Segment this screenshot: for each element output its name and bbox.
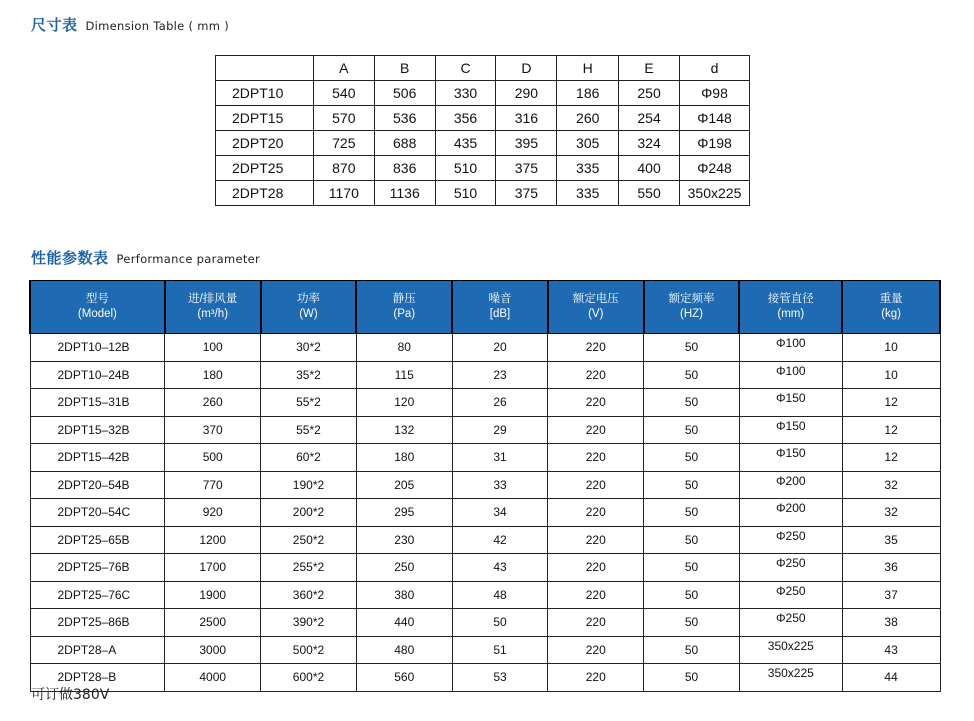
table-cell: 1136 bbox=[374, 181, 435, 206]
table-cell: 220 bbox=[548, 389, 644, 417]
column-header-unit: (m³/h) bbox=[197, 308, 229, 320]
table-cell: 220 bbox=[548, 471, 644, 499]
model-cell: 2DPT28–A bbox=[30, 636, 165, 664]
table-row bbox=[216, 106, 750, 131]
table-row bbox=[30, 361, 940, 389]
column-header: B bbox=[374, 56, 435, 81]
table-cell: 55*2 bbox=[261, 389, 357, 417]
model-cell: 2DPT20 bbox=[216, 131, 314, 156]
column-header-unit: (V) bbox=[588, 308, 604, 320]
table-cell: 220 bbox=[548, 526, 644, 554]
table-cell: 43 bbox=[452, 554, 548, 582]
table-cell: 132 bbox=[356, 416, 452, 444]
dimension-header-row bbox=[216, 56, 750, 81]
table-cell: 350x225 bbox=[739, 664, 842, 692]
model-cell: 2DPT15–31B bbox=[30, 389, 165, 417]
table-cell: 220 bbox=[548, 581, 644, 609]
table-cell: 200*2 bbox=[261, 499, 357, 527]
table-cell: 600*2 bbox=[261, 664, 357, 692]
table-row bbox=[30, 581, 940, 609]
table-row bbox=[30, 609, 940, 637]
column-header-cn: 功率 bbox=[296, 293, 320, 305]
table-cell: 205 bbox=[356, 471, 452, 499]
table-cell: Φ98 bbox=[680, 81, 750, 106]
table-cell: 50 bbox=[644, 581, 740, 609]
column-header bbox=[739, 281, 842, 334]
table-cell: 440 bbox=[356, 609, 452, 637]
table-cell: 390*2 bbox=[261, 609, 357, 637]
table-cell: 920 bbox=[165, 499, 261, 527]
table-row bbox=[216, 156, 750, 181]
table-cell: 115 bbox=[356, 361, 452, 389]
table-cell: 120 bbox=[356, 389, 452, 417]
table-cell: 42 bbox=[452, 526, 548, 554]
table-cell: 80 bbox=[356, 334, 452, 362]
table-cell: 12 bbox=[842, 416, 940, 444]
table-cell: 30*2 bbox=[261, 334, 357, 362]
table-cell: 50 bbox=[644, 664, 740, 692]
table-cell: 375 bbox=[496, 181, 557, 206]
model-cell: 2DPT25 bbox=[216, 156, 314, 181]
table-row bbox=[216, 81, 750, 106]
performance-table bbox=[29, 280, 941, 692]
column-header bbox=[261, 281, 357, 334]
table-cell: 23 bbox=[452, 361, 548, 389]
model-cell: 2DPT10 bbox=[216, 81, 314, 106]
table-cell: 180 bbox=[165, 361, 261, 389]
table-cell: 220 bbox=[548, 499, 644, 527]
table-cell: 250 bbox=[356, 554, 452, 582]
table-cell: 35*2 bbox=[261, 361, 357, 389]
table-cell: 3000 bbox=[165, 636, 261, 664]
performance-table-title bbox=[31, 247, 260, 268]
table-cell: 29 bbox=[452, 416, 548, 444]
table-cell: 536 bbox=[374, 106, 435, 131]
table-cell: 36 bbox=[842, 554, 940, 582]
model-cell: 2DPT15–42B bbox=[30, 444, 165, 472]
table-cell: 51 bbox=[452, 636, 548, 664]
table-cell: 35 bbox=[842, 526, 940, 554]
table-cell: 324 bbox=[619, 131, 680, 156]
performance-header-row bbox=[30, 281, 940, 334]
performance-title-en: Performance parameter bbox=[116, 252, 261, 266]
table-cell: 50 bbox=[644, 416, 740, 444]
table-cell: 335 bbox=[557, 156, 619, 181]
table-cell: 506 bbox=[374, 81, 435, 106]
table-cell: 290 bbox=[496, 81, 557, 106]
column-header-cn: 噪音 bbox=[488, 293, 512, 305]
table-cell: Φ250 bbox=[739, 609, 842, 637]
table-cell: 550 bbox=[619, 181, 680, 206]
table-cell: 220 bbox=[548, 361, 644, 389]
table-row bbox=[216, 131, 750, 156]
table-cell: 190*2 bbox=[261, 471, 357, 499]
column-header-cn: 重量 bbox=[879, 293, 903, 305]
model-cell: 2DPT20–54B bbox=[30, 471, 165, 499]
table-cell: 2500 bbox=[165, 609, 261, 637]
table-cell: 10 bbox=[842, 334, 940, 362]
table-cell: 100 bbox=[165, 334, 261, 362]
table-cell: 38 bbox=[842, 609, 940, 637]
table-cell: 220 bbox=[548, 609, 644, 637]
table-row bbox=[30, 444, 940, 472]
table-cell: 260 bbox=[165, 389, 261, 417]
table-cell: 500 bbox=[165, 444, 261, 472]
table-cell: 48 bbox=[452, 581, 548, 609]
column-header bbox=[30, 281, 165, 334]
table-cell: 1700 bbox=[165, 554, 261, 582]
table-cell: 570 bbox=[313, 106, 374, 131]
model-cell: 2DPT28–B bbox=[30, 664, 165, 692]
table-cell: 725 bbox=[313, 131, 374, 156]
model-cell: 2DPT15 bbox=[216, 106, 314, 131]
table-cell: 260 bbox=[557, 106, 619, 131]
table-cell: 12 bbox=[842, 444, 940, 472]
column-header: H bbox=[557, 56, 619, 81]
table-cell: 255*2 bbox=[261, 554, 357, 582]
table-cell: 50 bbox=[644, 499, 740, 527]
column-header: D bbox=[496, 56, 557, 81]
table-cell: Φ250 bbox=[739, 526, 842, 554]
column-header-unit: (W) bbox=[299, 308, 318, 320]
column-header-cn: 进/排风量 bbox=[188, 293, 238, 305]
table-row bbox=[30, 416, 940, 444]
column-header-unit: (HZ) bbox=[680, 308, 703, 320]
table-cell: 1170 bbox=[313, 181, 374, 206]
table-cell: 37 bbox=[842, 581, 940, 609]
column-header-cn: 额定频率 bbox=[668, 293, 715, 305]
column-header: C bbox=[435, 56, 496, 81]
model-cell: 2DPT20–54C bbox=[30, 499, 165, 527]
dimension-title-cn: 尺寸表 bbox=[31, 16, 78, 34]
table-cell: 250*2 bbox=[261, 526, 357, 554]
column-header-unit: (Model) bbox=[77, 308, 117, 320]
table-cell: 220 bbox=[548, 416, 644, 444]
column-header: d bbox=[680, 56, 750, 81]
table-cell: 560 bbox=[356, 664, 452, 692]
table-cell: 50 bbox=[644, 471, 740, 499]
table-cell: 480 bbox=[356, 636, 452, 664]
table-cell: 26 bbox=[452, 389, 548, 417]
column-header-unit: (Pa) bbox=[393, 308, 416, 320]
performance-title-cn: 性能参数表 bbox=[31, 249, 109, 267]
table-cell: 500*2 bbox=[261, 636, 357, 664]
table-cell: Φ250 bbox=[739, 581, 842, 609]
table-row bbox=[30, 334, 940, 362]
table-cell: 770 bbox=[165, 471, 261, 499]
table-row bbox=[30, 636, 940, 664]
table-cell: 335 bbox=[557, 181, 619, 206]
table-cell: 380 bbox=[356, 581, 452, 609]
column-header bbox=[452, 281, 548, 334]
model-cell: 2DPT15–32B bbox=[30, 416, 165, 444]
table-cell: 32 bbox=[842, 499, 940, 527]
dimension-table bbox=[215, 55, 750, 206]
model-cell: 2DPT25–76B bbox=[30, 554, 165, 582]
table-cell: 4000 bbox=[165, 664, 261, 692]
table-cell: 510 bbox=[435, 156, 496, 181]
table-cell: 50 bbox=[644, 361, 740, 389]
table-cell: 435 bbox=[435, 131, 496, 156]
table-cell: 55*2 bbox=[261, 416, 357, 444]
column-header-unit: [dB] bbox=[489, 308, 511, 320]
table-row bbox=[30, 389, 940, 417]
table-cell: 836 bbox=[374, 156, 435, 181]
table-cell: Φ148 bbox=[680, 106, 750, 131]
column-header bbox=[644, 281, 740, 334]
table-cell: Φ250 bbox=[739, 554, 842, 582]
table-cell: 350x225 bbox=[680, 181, 750, 206]
table-cell: 305 bbox=[557, 131, 619, 156]
table-cell: 220 bbox=[548, 444, 644, 472]
table-cell: 250 bbox=[619, 81, 680, 106]
table-cell: Φ198 bbox=[680, 131, 750, 156]
model-cell: 2DPT25–65B bbox=[30, 526, 165, 554]
dimension-title-en: Dimension Table ( mm ) bbox=[85, 19, 229, 33]
table-cell: Φ200 bbox=[739, 471, 842, 499]
table-cell: 31 bbox=[452, 444, 548, 472]
table-cell: 10 bbox=[842, 361, 940, 389]
table-cell: 360*2 bbox=[261, 581, 357, 609]
table-cell: 53 bbox=[452, 664, 548, 692]
table-cell: 356 bbox=[435, 106, 496, 131]
model-cell: 2DPT25–76C bbox=[30, 581, 165, 609]
column-header bbox=[165, 281, 261, 334]
table-cell: Φ150 bbox=[739, 416, 842, 444]
column-header: A bbox=[313, 56, 374, 81]
column-header bbox=[842, 281, 940, 334]
table-cell: Φ200 bbox=[739, 499, 842, 527]
table-cell: 220 bbox=[548, 334, 644, 362]
column-header-cn: 额定电压 bbox=[572, 293, 619, 305]
table-cell: 50 bbox=[452, 609, 548, 637]
table-cell: 400 bbox=[619, 156, 680, 181]
table-cell: 50 bbox=[644, 389, 740, 417]
dimension-table-title bbox=[31, 14, 229, 35]
table-cell: 12 bbox=[842, 389, 940, 417]
table-cell: 44 bbox=[842, 664, 940, 692]
table-cell: 50 bbox=[644, 609, 740, 637]
table-cell: 34 bbox=[452, 499, 548, 527]
table-cell: 50 bbox=[644, 526, 740, 554]
table-cell: 870 bbox=[313, 156, 374, 181]
table-row bbox=[30, 471, 940, 499]
table-cell: Φ100 bbox=[739, 361, 842, 389]
table-cell: 50 bbox=[644, 444, 740, 472]
table-cell: 220 bbox=[548, 664, 644, 692]
footnote: 可订做380V bbox=[31, 687, 110, 703]
table-cell: 350x225 bbox=[739, 636, 842, 664]
table-cell: Φ150 bbox=[739, 444, 842, 472]
table-cell: 510 bbox=[435, 181, 496, 206]
table-row bbox=[30, 499, 940, 527]
table-cell: 50 bbox=[644, 334, 740, 362]
table-cell: 375 bbox=[496, 156, 557, 181]
column-header bbox=[548, 281, 644, 334]
column-header-cn: 接管直径 bbox=[767, 293, 814, 305]
table-row bbox=[30, 554, 940, 582]
table-cell: 220 bbox=[548, 636, 644, 664]
table-cell: 20 bbox=[452, 334, 548, 362]
table-cell: Φ150 bbox=[739, 389, 842, 417]
table-cell: 316 bbox=[496, 106, 557, 131]
column-header-cn: 静压 bbox=[392, 293, 416, 305]
column-header-unit: (mm) bbox=[777, 308, 805, 320]
table-cell: 688 bbox=[374, 131, 435, 156]
table-cell: 43 bbox=[842, 636, 940, 664]
table-cell: 32 bbox=[842, 471, 940, 499]
table-cell: 50 bbox=[644, 554, 740, 582]
table-cell: Φ248 bbox=[680, 156, 750, 181]
column-header: E bbox=[619, 56, 680, 81]
model-cell: 2DPT25–86B bbox=[30, 609, 165, 637]
table-cell: 50 bbox=[644, 636, 740, 664]
model-cell: 2DPT10–12B bbox=[30, 334, 165, 362]
table-cell: 220 bbox=[548, 554, 644, 582]
table-row bbox=[30, 664, 940, 692]
table-cell: 33 bbox=[452, 471, 548, 499]
column-header-unit: (kg) bbox=[881, 308, 901, 320]
table-cell: 540 bbox=[313, 81, 374, 106]
table-row bbox=[216, 181, 750, 206]
column-header bbox=[216, 56, 314, 81]
table-cell: 330 bbox=[435, 81, 496, 106]
model-cell: 2DPT28 bbox=[216, 181, 314, 206]
column-header-cn: 型号 bbox=[85, 293, 109, 305]
table-cell: 230 bbox=[356, 526, 452, 554]
table-cell: 395 bbox=[496, 131, 557, 156]
table-cell: 254 bbox=[619, 106, 680, 131]
table-cell: 180 bbox=[356, 444, 452, 472]
table-cell: 370 bbox=[165, 416, 261, 444]
table-cell: 1200 bbox=[165, 526, 261, 554]
table-cell: 186 bbox=[557, 81, 619, 106]
model-cell: 2DPT10–24B bbox=[30, 361, 165, 389]
table-row bbox=[30, 526, 940, 554]
table-cell: Φ100 bbox=[739, 334, 842, 362]
column-header bbox=[356, 281, 452, 334]
table-cell: 60*2 bbox=[261, 444, 357, 472]
table-cell: 1900 bbox=[165, 581, 261, 609]
table-cell: 295 bbox=[356, 499, 452, 527]
